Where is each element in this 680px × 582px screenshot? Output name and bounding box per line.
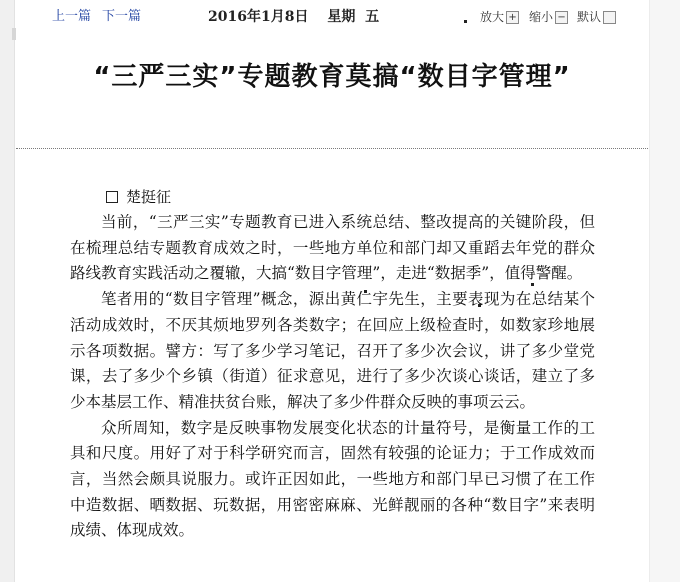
zoom-default-button[interactable] — [577, 0, 616, 34]
article-toolbar — [14, 0, 650, 34]
article-paragraph: 众所周知，数字是反映事物发展变化状态的计量符号，是衡量工作的工具和尺度。用好了对于科学研究而言，固然有较强的论证力；于工作成效而言，当然会颇具说服力。或许正因如此，一些地方和部门早已习惯了在工作中造数据、晒数据、玩数据，用密密麻麻、光鲜靓丽的各种“数目字”来表明成绩、体现成效。 — [70, 418, 595, 540]
zoom-in-button[interactable] — [480, 0, 519, 34]
author-name: 楚挺征 — [126, 188, 172, 206]
zoom-in-label: 放大 — [480, 10, 505, 24]
minus-icon: − — [555, 11, 568, 24]
zoom-default-label: 默认 — [577, 10, 602, 24]
zoom-out-label: 缩小 — [529, 10, 554, 24]
date-text: 2016年1月8日 — [208, 9, 309, 25]
article-title: “三严三实”专题教育莫搞“数目字管理” — [93, 62, 571, 92]
plus-icon: + — [506, 11, 519, 24]
weekday-text: 星期 五 — [327, 9, 380, 25]
checkbox-icon — [603, 11, 616, 24]
title-divider — [16, 148, 648, 149]
article-paragraph: 笔者用的“数目字管理”概念，源出黄仁宇先生，主要表现为在总结某个活动成效时，不厌其烦地罗列各类数字；在回应上级检查时，如数家珍地展示各项数据。譬方：写了多少学习笔记，召开了多少次会议，讲了多少堂党课，去了多少个乡镇（街道）征求意见，进行了多少次谈心谈话，建立了多少本基层工作、精准扶贫台账，解决了多少件群众反映的事项云云。 — [70, 290, 595, 411]
next-article-link[interactable]: 下一篇 — [102, 9, 142, 24]
left-frame-edge — [0, 0, 15, 582]
article-paragraph: 当前，“三严三实”专题教育已进入系统总结、整改提高的关键阶段，但在梳理总结专题教育成效之时，一些地方单位和部门却又重蹈去年党的群众路线教育实践活动之覆辙，大搞“数目字管理”，走进“数据季”，值得警醒。 — [70, 213, 595, 283]
previous-article-link[interactable]: 上一篇 — [52, 9, 92, 24]
right-frame-edge — [649, 0, 680, 582]
publish-date — [208, 0, 393, 34]
stray-dot — [464, 20, 467, 23]
article-body — [70, 184, 595, 544]
checkbox-square-icon — [106, 191, 118, 203]
author-line — [70, 184, 595, 210]
zoom-out-button[interactable] — [529, 0, 568, 34]
